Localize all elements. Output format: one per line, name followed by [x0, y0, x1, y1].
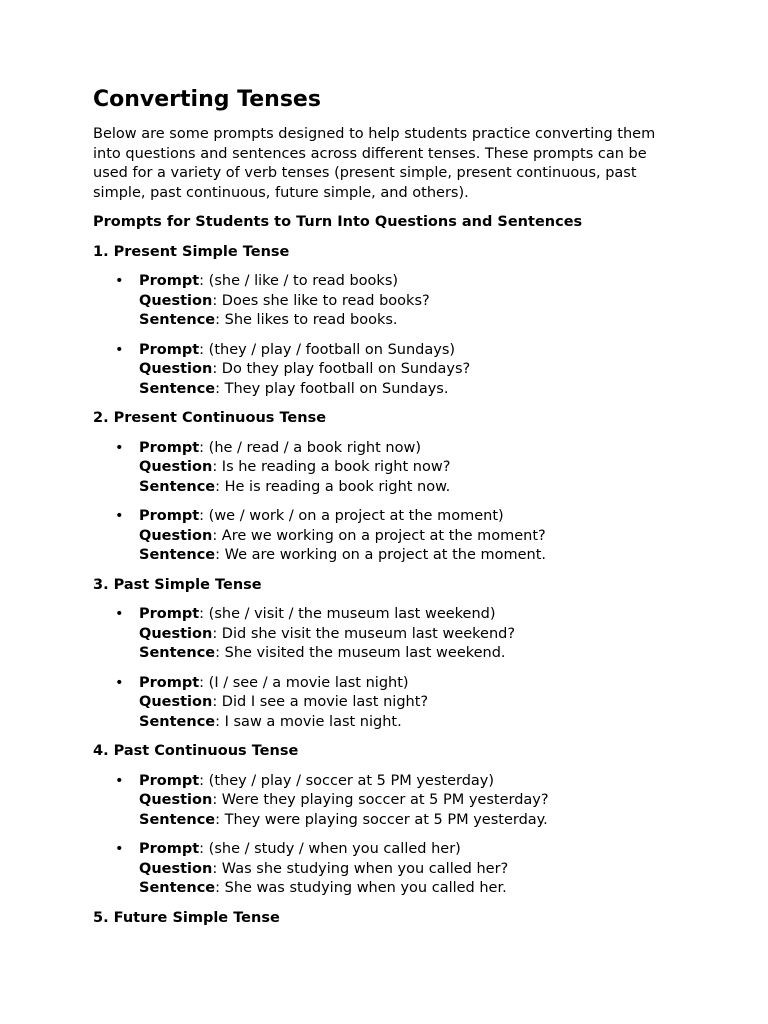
sentence-line	[139, 380, 683, 400]
bullet-icon: •	[115, 841, 124, 857]
question-label: Question	[139, 292, 213, 309]
section-title: 5. Future Simple Tense	[93, 909, 280, 926]
question-line	[139, 292, 683, 312]
prompt-text: : (I / see / a movie last night)	[199, 674, 409, 691]
prompt-line	[139, 772, 683, 792]
sentence-line	[139, 644, 683, 664]
question-text: : Did I see a movie last night?	[212, 694, 429, 710]
prompt-label: Prompt	[139, 606, 200, 622]
bullet-icon: •	[115, 606, 124, 622]
bullet-icon: •	[115, 508, 124, 524]
prompt-label: Prompt	[139, 439, 200, 456]
section-title: 4. Past Continuous Tense	[93, 743, 299, 759]
tense-section	[93, 576, 683, 733]
tense-section	[93, 243, 683, 400]
tense-section	[93, 742, 683, 899]
document-page	[93, 84, 683, 938]
question-label: Question	[139, 792, 213, 808]
question-line	[139, 360, 683, 380]
prompt-line	[139, 674, 683, 694]
prompt-text: : (she / visit / the museum last weekend)	[199, 606, 496, 622]
sentence-label: Sentence	[139, 312, 216, 328]
question-text: : Does she like to read books?	[212, 292, 430, 309]
question-label: Question	[139, 459, 213, 475]
tense-section	[93, 409, 683, 566]
question-text: : Are we working on a project at the moment?	[212, 527, 546, 544]
prompt-text: : (he / read / a book right now)	[199, 439, 421, 456]
prompt-text: : (she / study / when you called her)	[199, 841, 461, 857]
prompt-label: Prompt	[139, 674, 200, 691]
prompt-list	[93, 272, 683, 399]
question-text: : Were they playing soccer at 5 PM yesterday?	[212, 792, 549, 808]
list-item	[93, 341, 683, 400]
prompt-list	[93, 772, 683, 899]
section-title: 2. Present Continuous Tense	[93, 410, 327, 426]
sentence-label: Sentence	[139, 645, 216, 661]
subheading: Prompts for Students to Turn Into Questions and Sentences	[93, 214, 583, 230]
sentence-label: Sentence	[139, 547, 216, 563]
question-text: : Was she studying when you called her?	[212, 860, 509, 877]
list-item	[93, 605, 683, 664]
prompt-list	[93, 605, 683, 732]
list-item	[93, 772, 683, 831]
sentence-label: Sentence	[139, 478, 216, 495]
bullet-icon: •	[115, 273, 124, 289]
bullet-icon: •	[115, 439, 124, 456]
list-item	[93, 507, 683, 566]
sentence-text: : She likes to read books.	[215, 312, 398, 328]
question-label: Question	[139, 361, 213, 377]
question-label: Question	[139, 860, 213, 877]
sentence-text: : We are working on a project at the moment.	[215, 547, 547, 563]
prompt-line	[139, 507, 683, 527]
sentence-line	[139, 546, 683, 566]
prompt-line	[139, 605, 683, 625]
sentence-line	[139, 879, 683, 899]
list-item	[93, 439, 683, 498]
question-label: Question	[139, 527, 213, 544]
sentence-label: Sentence	[139, 380, 216, 397]
sentence-text: : They were playing soccer at 5 PM yesterday.	[215, 811, 548, 828]
sentence-text: : They play football on Sundays.	[215, 380, 449, 397]
sentence-text: : She visited the museum last weekend.	[215, 645, 506, 661]
question-line	[139, 693, 683, 713]
question-text: : Do they play football on Sundays?	[212, 361, 471, 377]
bullet-icon: •	[115, 772, 124, 789]
prompt-line	[139, 272, 683, 292]
question-line	[139, 860, 683, 880]
bullet-icon: •	[115, 341, 124, 358]
prompt-text: : (they / play / soccer at 5 PM yesterday)	[199, 772, 495, 789]
prompt-label: Prompt	[139, 508, 200, 524]
question-line	[139, 458, 683, 478]
prompt-line	[139, 840, 683, 860]
list-item	[93, 272, 683, 331]
prompt-text: : (they / play / football on Sundays)	[199, 341, 456, 358]
prompt-label: Prompt	[139, 341, 200, 358]
sections-container	[93, 243, 683, 929]
section-title: 3. Past Simple Tense	[93, 576, 262, 593]
question-label: Question	[139, 625, 213, 642]
sentence-text: : I saw a movie last night.	[215, 713, 402, 730]
intro-paragraph: Below are some prompts designed to help students practice converting them into questions and sentences across different tenses. These prompts can be used for a variety of verb tenses (present simple, present continuous, past simple, past continuous, future simple, and others).	[93, 126, 656, 201]
prompt-line	[139, 341, 683, 361]
sentence-line	[139, 311, 683, 331]
sentence-text: : She was studying when you called her.	[215, 880, 507, 896]
page-title: Converting Tenses	[93, 87, 321, 112]
question-line	[139, 791, 683, 811]
question-label: Question	[139, 694, 213, 710]
sentence-label: Sentence	[139, 880, 216, 896]
sentence-line	[139, 811, 683, 831]
question-text: : Did she visit the museum last weekend?	[212, 625, 516, 642]
question-text: : Is he reading a book right now?	[212, 459, 451, 475]
bullet-icon: •	[115, 674, 124, 691]
sentence-label: Sentence	[139, 811, 216, 828]
prompt-label: Prompt	[139, 841, 200, 857]
prompt-label: Prompt	[139, 772, 200, 789]
sentence-text: : He is reading a book right now.	[215, 478, 451, 495]
prompt-label: Prompt	[139, 273, 200, 289]
tense-section	[93, 909, 683, 929]
sentence-line	[139, 713, 683, 733]
prompt-line	[139, 439, 683, 459]
prompt-text: : (she / like / to read books)	[199, 273, 399, 289]
sentence-line	[139, 478, 683, 498]
prompt-text: : (we / work / on a project at the moment)	[199, 508, 504, 524]
prompt-list	[93, 439, 683, 566]
sentence-label: Sentence	[139, 713, 216, 730]
question-line	[139, 625, 683, 645]
question-line	[139, 527, 683, 547]
list-item	[93, 674, 683, 733]
list-item	[93, 840, 683, 899]
section-title: 1. Present Simple Tense	[93, 243, 290, 260]
